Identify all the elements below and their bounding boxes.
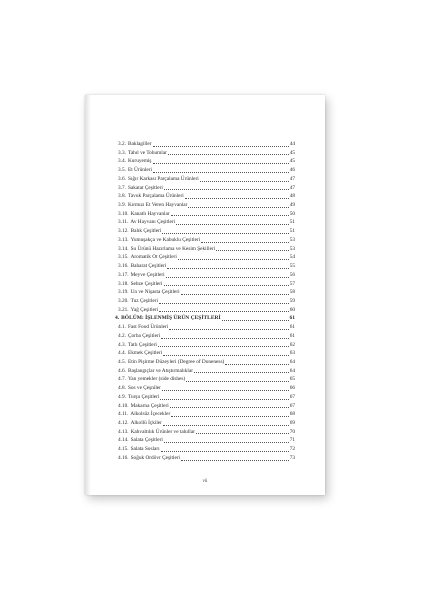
toc-entry-title: Yağ Çeşitleri (130, 306, 159, 313)
toc-dot-leader (194, 372, 289, 373)
toc-entry-page: 62 (289, 341, 295, 348)
toc-entry (115, 367, 295, 376)
toc-entry (115, 253, 295, 262)
toc-dot-leader (160, 399, 288, 400)
toc-entry (115, 402, 295, 411)
toc-entry-title: Turşu Çeşitleri (127, 393, 160, 400)
toc-entry-title: Tahıl ve Tohumlar (127, 149, 167, 156)
toc-entry (115, 393, 295, 402)
toc-entry-number: 3.18. (118, 280, 129, 287)
toc-entry-title: Aromatik Ot Çeşitleri (130, 254, 177, 261)
toc-entry (115, 288, 295, 297)
toc-entry-page: 54 (289, 254, 295, 261)
toc-entry (115, 297, 295, 306)
toc-entry-number: 4.4. (118, 350, 126, 357)
toc-entry-page: 45 (289, 158, 295, 165)
toc-dot-leader (167, 268, 288, 269)
toc-entry (115, 419, 295, 428)
toc-entry-number: 3.19. (118, 289, 129, 296)
toc-entry-page: 70 (289, 428, 295, 435)
toc-entry-number: 3.12. (118, 228, 129, 235)
toc-entry-title: Fast Food Ürünleri (127, 324, 169, 331)
toc-entry-page: 53 (289, 245, 295, 252)
toc-entry-number: 3.6. (118, 175, 126, 182)
toc-entry (115, 454, 295, 463)
toc-entry-title: Av Hayvanı Çeşitleri (130, 219, 176, 226)
toc-entry-title: Yumuşakça ve Kabuklu Çeşitleri (130, 236, 201, 243)
toc-entry-number: 4.14. (118, 437, 129, 444)
toc-entry-page: 48 (289, 193, 295, 200)
toc-entry-page: 53 (289, 236, 295, 243)
toc-entry-title: Kırmızı Et Veren Hayvanlar (127, 202, 188, 209)
toc-entry (115, 184, 295, 193)
toc-dot-leader (163, 425, 289, 426)
toc-entry-page: 47 (289, 184, 295, 191)
toc-entry (115, 306, 295, 315)
toc-entry-number: 3.5. (118, 167, 126, 174)
page-spine-shadow (85, 95, 91, 495)
toc-dot-leader (164, 285, 289, 286)
toc-dot-leader (164, 189, 289, 190)
toc-entry-page: 69 (289, 420, 295, 426)
toc-dot-leader (176, 224, 289, 225)
toc-dot-leader (188, 207, 288, 208)
toc-entry-title: Kanatlı Hayvanlar (130, 210, 170, 217)
toc-dot-leader (158, 346, 289, 347)
toc-entry (115, 210, 295, 219)
toc-dot-leader (171, 416, 288, 417)
toc-entry-page: 44 (289, 141, 295, 147)
toc-entry-number: 4.8. (118, 385, 126, 392)
toc-entry-number: 4.7. (118, 376, 126, 383)
toc-entry-title: Salata Çeşitleri (130, 437, 163, 444)
toc-entry-number: 4.1. (118, 324, 126, 331)
page-number: vii (202, 479, 208, 484)
toc-entry-number: 4.5. (118, 358, 126, 365)
toc-entry (115, 245, 295, 254)
toc-dot-leader (201, 242, 289, 243)
toc-dot-leader (225, 364, 288, 365)
toc-entry-page: 59 (289, 297, 295, 304)
toc-entry-page: 45 (289, 149, 295, 156)
toc-entry-number: 3.20. (118, 297, 129, 304)
toc-entry-title: Alkollü İçkiler (130, 420, 162, 426)
toc-dot-leader (181, 460, 289, 461)
toc-entry-title: Tavuk Parçalama Ürünleri (127, 193, 184, 200)
toc-entry-number: 4.16. (118, 454, 129, 461)
toc-dot-leader (216, 250, 289, 251)
toc-entry-page: 46 (289, 167, 295, 174)
toc-entry-page: 63 (289, 350, 295, 357)
toc-entry-title: Su Ürünü Hazırlama ve Kesim Şekilleri (130, 245, 216, 252)
toc-entry-number: 3.3. (118, 149, 126, 156)
toc-entry-page: 61 (289, 315, 295, 322)
toc-entry-page: 49 (289, 202, 295, 209)
toc-entry-title: Meyve Çeşitleri (130, 271, 165, 278)
toc-entry (115, 140, 295, 149)
toc-entry-page: 55 (289, 263, 295, 270)
toc-entry-title: Etin Pişirme Düzeyleri (Degree of Doneness) (127, 358, 225, 365)
toc-entry-page: 58 (289, 289, 295, 296)
toc-entry-page: 47 (289, 175, 295, 182)
toc-entry-number: 3.17. (118, 271, 129, 278)
toc-entry-number: 3.7. (118, 184, 126, 191)
toc-entry-number: 3.4. (118, 158, 126, 165)
toc-entry-number: 4.13. (118, 428, 129, 435)
toc-entry-title: Baharat Çeşitleri (130, 263, 167, 270)
toc-dot-leader (169, 329, 288, 330)
toc-entry (115, 201, 295, 210)
toc-entry-title: Balık Çeşitleri (130, 228, 162, 235)
toc-chapter-entry (115, 314, 295, 323)
toc-entry-title: Tuz Çeşitleri (130, 297, 158, 304)
toc-entry-title: Makarna Çeşitleri (130, 402, 169, 409)
toc-entry-number: 3.2. (118, 141, 126, 147)
toc-entry (115, 227, 295, 236)
toc-entry-number: 3.8. (118, 193, 126, 200)
toc-entry-page: 64 (289, 358, 295, 365)
toc-entry-title: Tatlı Çeşitleri (127, 341, 157, 348)
toc-entry-number: 4.15. (118, 446, 129, 453)
toc-entry (115, 218, 295, 227)
toc-entry-title: Sos ve Çeşniler (127, 385, 161, 392)
toc-entry (115, 271, 295, 280)
toc-dot-leader (153, 146, 289, 147)
toc-dot-leader (162, 233, 288, 234)
toc-entry-page: 51 (289, 219, 295, 226)
toc-entry-page: 65 (289, 376, 295, 383)
toc-entry-title: Alkolsüz İçecekler (130, 411, 171, 418)
toc-entry-number: 3.21. (118, 306, 129, 313)
toc-entry (115, 157, 295, 166)
toc-entry-page: 64 (289, 367, 295, 374)
toc-entry-page: 71 (289, 437, 295, 444)
toc-entry (115, 428, 295, 437)
toc-entry-number: 3.16. (118, 263, 129, 270)
toc-entry-title: Soğuk Ordövr Çeşitleri (130, 454, 181, 461)
toc-dot-leader (185, 198, 289, 199)
toc-entry-page: 57 (289, 280, 295, 287)
toc-entry-title: Sakatat Çeşitleri (127, 184, 163, 191)
toc-entry-title: Salata Sosları (130, 446, 160, 453)
toc-entry-title: Çorba Çeşitleri (127, 332, 161, 339)
toc-entry (115, 166, 295, 175)
toc-entry-page: 68 (289, 411, 295, 418)
toc-entry-number: 3.14. (118, 245, 129, 252)
toc-entry-number: 4.11. (118, 411, 129, 418)
toc-dot-leader (159, 311, 289, 312)
toc-dot-leader (161, 338, 289, 339)
toc-dot-leader (163, 355, 288, 356)
toc-entry-title: Başlangıçlar ve Atıştırmalıklar (127, 367, 193, 374)
toc-entry-title: Un ve Nişasta Çeşitleri (130, 289, 180, 296)
toc-entry (115, 445, 295, 454)
toc-entry (115, 323, 295, 332)
toc-entry (115, 149, 295, 158)
toc-entry (115, 410, 295, 419)
toc-entry (115, 262, 295, 271)
toc-entry (115, 280, 295, 289)
book-page (85, 95, 325, 495)
toc-entry-title: Baklagiller (127, 141, 152, 147)
toc-dot-leader (161, 451, 289, 452)
toc-dot-leader (153, 163, 289, 164)
toc-entry-page: 67 (289, 393, 295, 400)
toc-entry-title: Et Ürünleri (127, 167, 152, 174)
toc-dot-leader (178, 259, 289, 260)
toc-entry-number: 3.13. (118, 236, 129, 243)
toc-entry (115, 358, 295, 367)
toc-dot-leader (222, 320, 289, 321)
toc-entry-page: 50 (289, 210, 295, 217)
toc-dot-leader (162, 390, 289, 391)
toc-entry-number: 3.9. (118, 202, 126, 209)
toc-entry (115, 192, 295, 201)
toc-entry-page: 60 (289, 306, 295, 313)
toc-entry-title: Kuruyemiş (127, 158, 152, 165)
toc-entry-number: 4.2. (118, 332, 126, 339)
toc-dot-leader (196, 433, 289, 434)
toc-entry (115, 384, 295, 393)
toc-entry-page: 72 (289, 446, 295, 453)
toc-dot-leader (170, 407, 289, 408)
toc-entry-number: 4.3. (118, 341, 126, 348)
toc-dot-leader (168, 154, 289, 155)
toc-entry-number: 4.12. (118, 420, 129, 426)
toc-entry-title: Ekmek Çeşitleri (127, 350, 163, 357)
toc-entry (115, 375, 295, 384)
toc-entry-page: 73 (289, 454, 295, 461)
toc-entry-page: 61 (289, 324, 295, 331)
toc-entry (115, 175, 295, 184)
toc-entry-page: 67 (289, 402, 295, 409)
table-of-contents (115, 140, 295, 463)
toc-entry-title: Sebze Çeşitleri (130, 280, 163, 287)
toc-dot-leader (181, 294, 289, 295)
toc-entry-number: 4. (115, 315, 120, 322)
toc-dot-leader (171, 215, 289, 216)
toc-entry-page: 56 (289, 271, 295, 278)
toc-entry (115, 341, 295, 350)
toc-dot-leader (153, 172, 289, 173)
toc-entry-number: 4.6. (118, 367, 126, 374)
toc-entry (115, 436, 295, 445)
toc-entry (115, 332, 295, 341)
toc-entry (115, 349, 295, 358)
toc-entry-title: Kahvaltılık Ürünler ve tahıllar (130, 428, 195, 435)
toc-entry-number: 4.10. (118, 402, 129, 409)
toc-dot-leader (200, 181, 289, 182)
toc-entry-number: 3.11. (118, 219, 129, 226)
toc-entry-number: 4.9. (118, 393, 126, 400)
toc-entry-number: 3.15. (118, 254, 129, 261)
toc-dot-leader (186, 381, 288, 382)
toc-entry-page: 61 (289, 332, 295, 339)
toc-entry-page: 51 (289, 228, 295, 235)
toc-entry-title: BÖLÜM: İŞLENMİŞ ÜRÜN ÇEŞİTLERİ (121, 315, 221, 322)
toc-dot-leader (164, 442, 289, 443)
toc-entry-title: Yan yemekler (side dishes) (127, 376, 186, 383)
toc-dot-leader (166, 277, 289, 278)
toc-dot-leader (159, 303, 289, 304)
toc-entry (115, 236, 295, 245)
toc-entry-page: 66 (289, 385, 295, 392)
toc-entry-number: 3.10. (118, 210, 129, 217)
toc-entry-title: Sığır Karkası Parçalama Ürünleri (127, 175, 199, 182)
